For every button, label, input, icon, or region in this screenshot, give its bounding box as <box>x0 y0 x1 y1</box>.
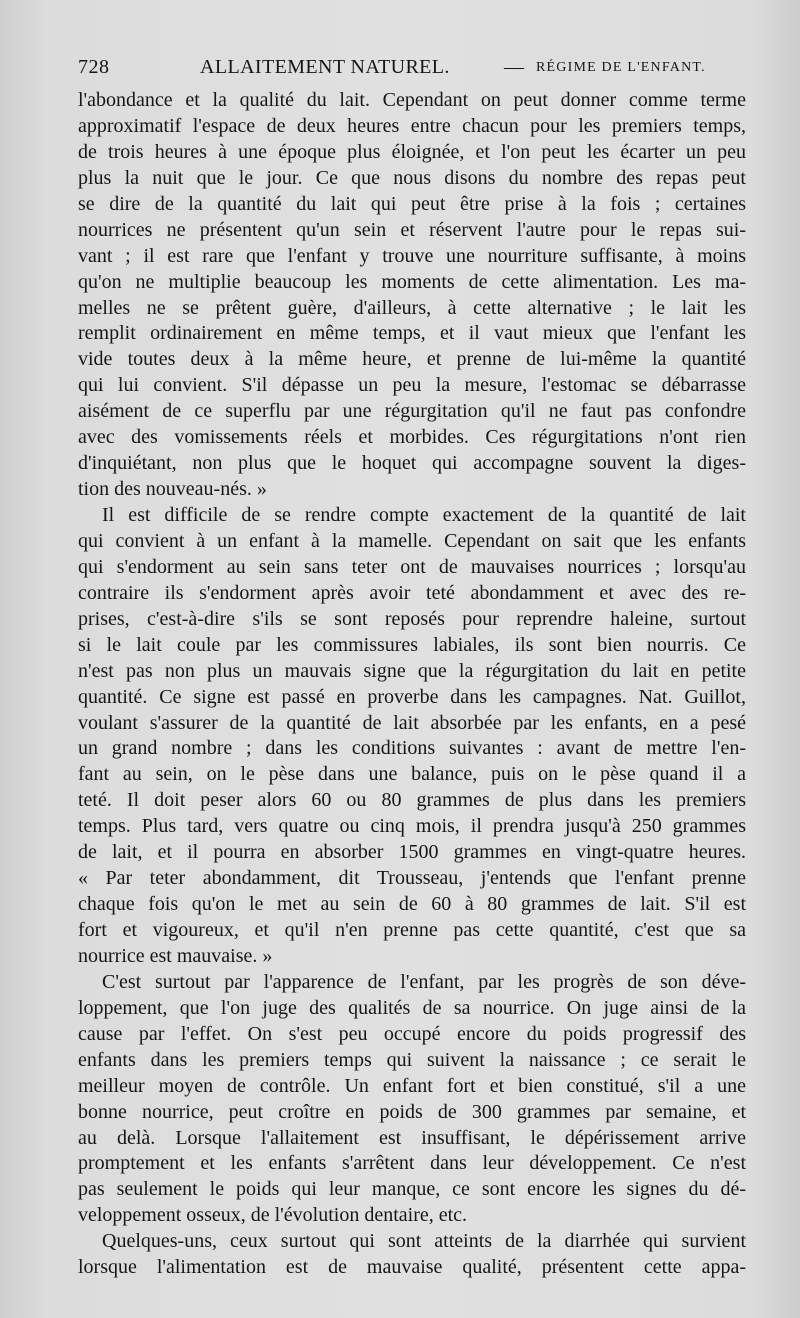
text-line: qui lui convient. S'il dépasse un peu la mesure, l'estomac se débarrasse <box>78 374 746 397</box>
paragraph-end-line: nourrice est mauvaise. » <box>78 944 273 967</box>
text-line: aisément de ce superflu par une régurgitation qu'il ne faut pas confondre <box>78 400 746 423</box>
text-line: de lait, et il pourra en absorber 1500 grammes en vingt-quatre heures. <box>78 841 746 864</box>
text-line: n'est pas non plus un mauvais signe que la régurgitation du lait en petite <box>78 659 746 682</box>
text-line: si le lait coule par les commissures labiales, ils sont bien nourris. Ce <box>78 633 746 656</box>
body-text <box>78 88 746 1281</box>
paragraph-start-line: C'est surtout par l'apparence de l'enfant, par les progrès de son déve- <box>102 970 746 993</box>
text-line: fant au sein, on le pèse dans une balance, puis on le pèse quand il a <box>78 763 746 786</box>
text-line: quantité. Ce signe est passé en proverbe dans les campagnes. Nat. Guillot, <box>78 685 746 708</box>
text-line: plus la nuit que le jour. Ce que nous disons du nombre des repas peut <box>78 166 746 189</box>
paragraph-end-line: tion des nouveau-nés. » <box>78 478 267 501</box>
text-line: vant ; il est rare que l'enfant y trouve une nourriture suffisante, à moins <box>78 244 746 267</box>
text-line: bonne nourrice, peut croître en poids de 300 grammes par semaine, et <box>78 1100 746 1123</box>
text-line: se dire de la quantité du lait qui peut être prise à la fois ; certaines <box>78 192 746 215</box>
text-line: vide toutes deux à la même heure, et prenne de lui-même la quantité <box>78 348 746 371</box>
text-line: promptement et les enfants s'arrêtent dans leur développement. Ce n'est <box>78 1152 746 1175</box>
text-line: qu'on ne multiplie beaucoup les moments de cette alimentation. Les ma- <box>78 270 746 293</box>
text-line: nourrices ne présentent qu'un sein et réservent l'autre pour le repas sui- <box>78 218 746 241</box>
text-line: qui convient à un enfant à la mamelle. Cependant on sait que les enfants <box>78 529 746 552</box>
text-line: contraire ils s'endorment après avoir teté abondamment et avec des re- <box>78 581 746 604</box>
paragraph-start-line: Il est difficile de se rendre compte exactement de la quantité de lait <box>102 504 746 526</box>
text-line: voulant s'assurer de la quantité de lait absorbée par les enfants, en a pesé <box>78 711 746 734</box>
paragraph-start-line: Quelques-uns, ceux surtout qui sont atteints de la diarrhée qui survient <box>102 1230 746 1253</box>
text-line: cause par l'effet. On s'est peu occupé encore du poids progressif des <box>78 1022 746 1045</box>
text-line: d'inquiétant, non plus que le hoquet qui accompagne souvent la diges- <box>78 452 746 475</box>
text-line: enfants dans les premiers temps qui suivent la naissance ; ce serait le <box>78 1048 746 1071</box>
text-line: teté. Il doit peser alors 60 ou 80 grammes de plus dans les premiers <box>78 789 746 812</box>
text-line: un grand nombre ; dans les conditions suivantes : avant de mettre l'en- <box>78 737 746 760</box>
text-line: approximatif l'espace de deux heures entre chacun pour les premiers temps, <box>78 114 746 137</box>
running-title: ALLAITEMENT NATUREL. <box>200 56 450 78</box>
text-line: meilleur moyen de contrôle. Un enfant fort et bien constitué, s'il a une <box>78 1074 746 1097</box>
running-subtitle: RÉGIME DE L'ENFANT. <box>536 60 706 75</box>
running-header <box>78 50 746 84</box>
text-line: fort et vigoureux, et qu'il n'en prenne pas cette quantité, c'est que sa <box>78 919 746 941</box>
text-line: chaque fois qu'on le met au sein de 60 à 80 grammes de lait. S'il est <box>78 893 746 916</box>
text-line: temps. Plus tard, vers quatre ou cinq mois, il prendra jusqu'à 250 grammes <box>78 815 746 838</box>
text-line: « Par teter abondamment, dit Trousseau, j'entends que l'enfant prenne <box>78 867 746 890</box>
text-line: lorsque l'alimentation est de mauvaise qualité, présentent cette appa- <box>78 1256 746 1279</box>
text-line: remplit ordinairement en même temps, et il vaut mieux que l'enfant les <box>78 322 746 345</box>
text-line: loppement, que l'on juge des qualités de sa nourrice. On juge ainsi de la <box>78 996 746 1019</box>
text-line: au delà. Lorsque l'allaitement est insuffisant, le dépérissement arrive <box>78 1126 746 1149</box>
page-number: 728 <box>78 56 110 78</box>
paragraph-end-line: veloppement osseux, de l'évolution dentaire, etc. <box>78 1204 468 1227</box>
text-line: pas seulement le poids qui leur manque, ce sont encore les signes du dé- <box>78 1178 746 1201</box>
text-line: l'abondance et la qualité du lait. Cependant on peut donner comme terme <box>78 89 746 111</box>
running-title-dash: — <box>504 56 524 78</box>
text-line: de trois heures à une époque plus éloignée, et l'on peut les écarter un peu <box>78 140 746 163</box>
text-line: avec des vomissements réels et morbides. Ces régurgitations n'ont rien <box>78 426 746 449</box>
text-line: melles ne se prêtent guère, d'ailleurs, à cette alternative ; le lait les <box>78 296 746 319</box>
text-line: qui s'endorment au sein sans teter ont de mauvaises nourrices ; lorsqu'au <box>78 555 746 578</box>
text-line: prises, c'est-à-dire s'ils se sont reposés pour reprendre haleine, surtout <box>78 607 746 630</box>
